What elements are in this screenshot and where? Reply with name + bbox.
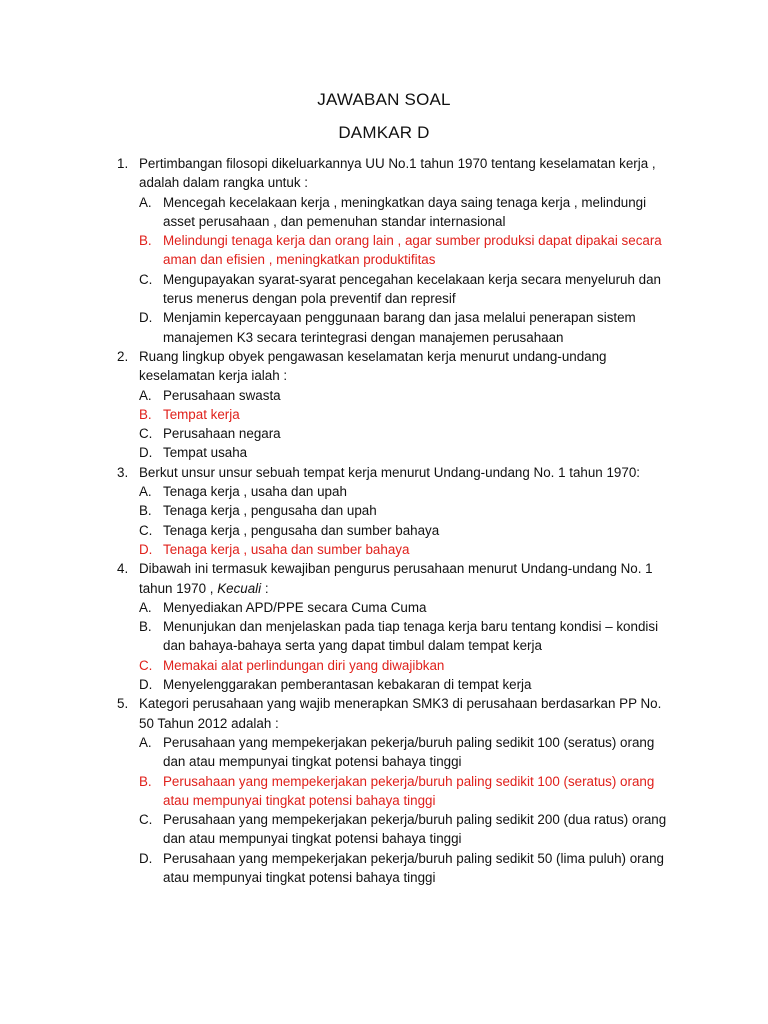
option-letter: A.: [139, 387, 152, 403]
option-text: Menyediakan APD/PPE secara Cuma Cuma: [163, 599, 427, 615]
question-body: [139, 347, 677, 463]
question-5: [117, 694, 677, 887]
option-c: [139, 270, 677, 309]
question-body: [139, 463, 677, 559]
option-text: Mencegah kecelakaan kerja , meningkatkan daya saing tenaga kerja , melindungi asset perusahaan , dan pemenuhan standar internasional: [163, 194, 647, 229]
option-c-correct-answer: [139, 656, 677, 675]
question-list: [117, 154, 677, 887]
option-text: Menunjukan dan menjelaskan pada tiap tenaga kerja baru tentang kondisi – kondisi dan bahaya-bahaya serta yang dapat timbul dalam tempat kerja: [163, 619, 659, 654]
option-letter: B.: [139, 773, 152, 789]
question-number: 2.: [117, 348, 129, 364]
option-text: Perusahaan yang mempekerjakan pekerja/buruh paling sedikit 50 (lima puluh) orang atau mempunyai tingkat potensi bahaya tinggi: [163, 850, 664, 885]
question-text-main: Dibawah ini termasuk kewajiban pengurus perusahaan menurut Undang-undang No. 1 tahun 1970 ,: [139, 561, 653, 596]
page-title: JAWABAN SOAL: [317, 90, 451, 109]
question-4: [117, 559, 677, 694]
question-2: [117, 347, 677, 463]
option-text: Perusahaan yang mempekerjakan pekerja/buruh paling sedikit 100 (seratus) orang dan atau mempunyai tingkat potensi bahaya tinggi: [163, 734, 655, 770]
option-letter: C.: [139, 522, 153, 538]
question-number: 4.: [117, 561, 129, 577]
question-text: [139, 559, 677, 598]
option-letter: B.: [139, 233, 152, 249]
option-text: Tenaga kerja , usaha dan upah: [163, 484, 347, 500]
option-text: Menjamin kepercayaan penggunaan barang dan jasa melalui penerapan sistem manajemen K3 secara terintegrasi dengan manajemen perusahaan: [163, 310, 636, 345]
question-text: Pertimbangan filosopi dikeluarkannya UU No.1 tahun 1970 tentang keselamatan kerja , adalah dalam rangka untuk :: [139, 156, 656, 191]
option-c: [139, 521, 677, 540]
option-text: Tenaga kerja , pengusaha dan upah: [163, 503, 377, 519]
question-text: Ruang lingkup obyek pengawasan keselamatan kerja menurut undang-undang keselamatan kerja ialah :: [139, 348, 607, 384]
question-text: Berkut unsur unsur sebuah tempat kerja menurut Undang-undang No. 1 tahun 1970:: [139, 464, 640, 480]
option-text: Tenaga kerja , pengusaha dan sumber bahaya: [163, 522, 440, 538]
option-letter: A.: [139, 194, 152, 210]
question-number: 5.: [117, 696, 129, 712]
option-letter: A.: [139, 734, 152, 750]
option-text: Memakai alat perlindungan diri yang diwajibkan: [163, 657, 445, 673]
option-b: [139, 617, 677, 656]
option-letter: D.: [139, 310, 153, 326]
option-letter: D.: [139, 445, 153, 461]
option-text: Perusahaan yang mempekerjakan pekerja/buruh paling sedikit 100 (seratus) orang atau mempunyai tingkat potensi bahaya tinggi: [163, 773, 655, 808]
option-c: [139, 424, 677, 443]
option-letter: D.: [139, 677, 153, 693]
option-letter: C.: [139, 812, 153, 828]
option-letter: D.: [139, 541, 153, 557]
option-text: Perusahaan swasta: [163, 387, 281, 403]
option-letter: C.: [139, 271, 153, 287]
question-body: [139, 694, 677, 887]
question-number: 3.: [117, 464, 129, 480]
question-3: [117, 463, 677, 559]
option-text: Menyelenggarakan pemberantasan kebakaran di tempat kerja: [163, 677, 532, 693]
question-body: [139, 559, 677, 694]
option-d: [139, 443, 677, 462]
option-text: Tempat usaha: [163, 445, 248, 461]
page-subtitle: DAMKAR D: [338, 123, 430, 142]
option-letter: B.: [139, 619, 152, 635]
option-b-correct-answer: [139, 405, 677, 424]
question-1: [117, 154, 677, 347]
question-number: 1.: [117, 156, 129, 171]
question-text-suffix: :: [261, 580, 269, 596]
option-b: [139, 501, 677, 520]
option-letter: A.: [139, 599, 152, 615]
option-letter: B.: [139, 406, 152, 422]
question-body: [139, 154, 677, 347]
option-letter: A.: [139, 484, 152, 500]
option-b-correct-answer: [139, 772, 677, 811]
option-letter: C.: [139, 657, 153, 673]
option-text: Tenaga kerja , usaha dan sumber bahaya: [163, 541, 410, 557]
option-a: [139, 386, 677, 405]
option-a: [139, 733, 677, 772]
option-a: [139, 482, 677, 501]
option-text: Tempat kerja: [163, 406, 240, 422]
option-d: [139, 675, 677, 694]
option-text: Perusahaan yang mempekerjakan pekerja/buruh paling sedikit 200 (dua ratus) orang dan atau mempunyai tingkat potensi bahaya tinggi: [163, 812, 667, 847]
option-c: [139, 810, 677, 849]
option-a: [139, 598, 677, 617]
option-letter: B.: [139, 503, 152, 519]
option-a: [139, 193, 677, 232]
option-text: Melindungi tenaga kerja dan orang lain , agar sumber produksi dapat dipakai secara aman dan efisien , meningkatkan produktifitas: [163, 233, 662, 268]
option-b-correct-answer: [139, 231, 677, 270]
option-text: Mengupayakan syarat-syarat pencegahan kecelakaan kerja secara menyeluruh dan terus menerus dengan pola preventif dan represif: [163, 271, 661, 307]
option-d: [139, 849, 677, 888]
question-text-emphasis: Kecuali: [217, 580, 262, 596]
question-text: Kategori perusahaan yang wajib menerapkan SMK3 di perusahaan berdasarkan PP No. 50 Tahun 2012 adalah :: [139, 696, 662, 731]
option-d-correct-answer: [139, 540, 677, 559]
option-letter: C.: [139, 426, 153, 442]
option-text: Perusahaan negara: [163, 426, 281, 442]
option-letter: D.: [139, 850, 153, 866]
option-d: [139, 308, 677, 347]
